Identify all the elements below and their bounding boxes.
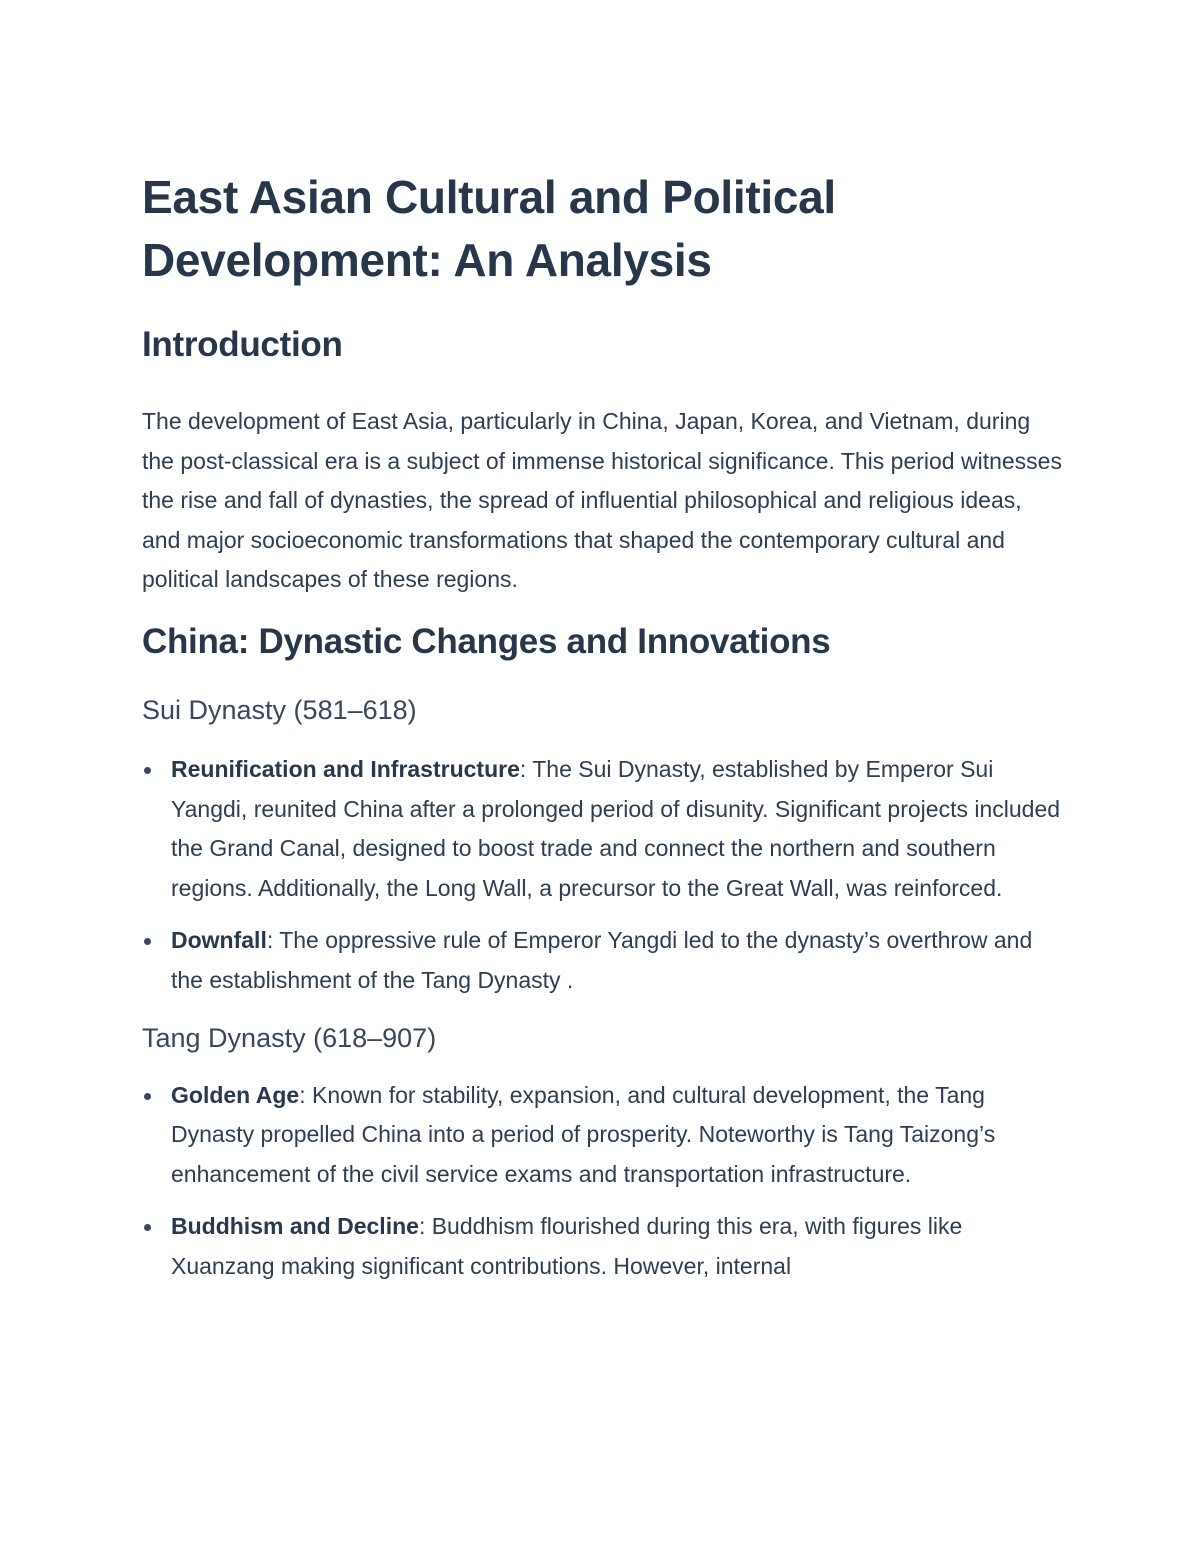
list-item-text: : The Sui Dynasty, established by Emperor Sui Yangdi, reunited China after a prolonged period of disunity. Significant projects included the Grand Canal, designed to boost trade and connect the northern and southern regions. Additionally, the Long Wall, a precursor to the Great Wall, was reinforced. <box>171 755 1061 901</box>
introduction-paragraph: The development of East Asia, particularly in China, Japan, Korea, and Vietnam, during the post-classical era is a subject of immense historical significance. This period witnesses the rise and fall of dynasties, the spread of influential philosophical and religious ideas, and major socioeconomic transformations that shaped the contemporary cultural and political landscapes of these regions. <box>142 408 1062 593</box>
list-item-term: Downfall <box>171 927 267 954</box>
list-item <box>142 921 1062 1000</box>
document-title: East Asian Cultural and Political Development: An Analysis <box>142 171 836 286</box>
document-page <box>142 166 1062 1300</box>
introduction-heading: Introduction <box>142 325 343 364</box>
tang-dynasty-list <box>142 1076 1062 1287</box>
bullet-icon <box>144 1224 151 1231</box>
list-item-text: : Buddhism flourished during this era, with figures like Xuanzang making significant contributions. However, internal <box>171 1213 963 1279</box>
list-item <box>142 1207 1062 1286</box>
bullet-icon <box>144 767 151 774</box>
list-item <box>142 750 1062 908</box>
list-item-text: : Known for stability, expansion, and cultural development, the Tang Dynasty propelled China into a period of prosperity. Noteworthy is Tang Taizong’s enhancement of the civil service exams and transportation infrastructure. <box>171 1081 996 1187</box>
list-item-term: Golden Age <box>171 1081 300 1108</box>
bullet-icon <box>144 938 151 945</box>
sui-dynasty-heading: Sui Dynasty (581–618) <box>142 694 417 725</box>
list-item-term: Reunification and Infrastructure <box>171 755 520 782</box>
sui-dynasty-list <box>142 750 1062 1001</box>
bullet-icon <box>144 1093 151 1100</box>
list-item-term: Buddhism and Decline <box>171 1213 419 1240</box>
china-heading: China: Dynastic Changes and Innovations <box>142 621 831 661</box>
tang-dynasty-heading: Tang Dynasty (618–907) <box>142 1022 437 1053</box>
list-item-text: : The oppressive rule of Emperor Yangdi led to the dynasty’s overthrow and the establishment of the Tang Dynasty . <box>171 927 1033 993</box>
list-item <box>142 1076 1062 1195</box>
